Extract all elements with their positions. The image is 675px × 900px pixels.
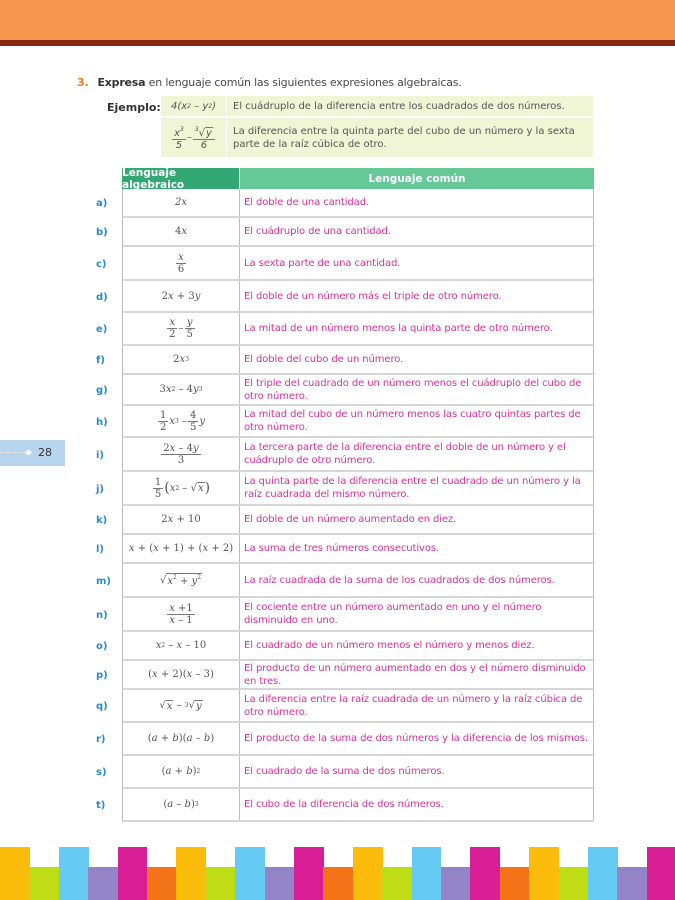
row-label: n) [96, 609, 108, 621]
table-row [96, 690, 594, 723]
common-language-text: La sexta parte de una cantidad. [244, 257, 401, 269]
example-text-1: El cuádruplo de la diferencia entre los cuadrados de dos números. [227, 96, 593, 116]
common-language-text: La quinta parte de la diferencia entre el cuadrado de un número y la raíz cuadrada del mismo número. [244, 476, 581, 500]
common-language-text: La raíz cuadrada de la suma de los cuadrados de dos números. [244, 574, 555, 586]
common-language-text: El producto de la suma de dos números y la diferencia de los mismos. [244, 733, 588, 744]
common-language-text: La tercera parte de la diferencia entre el doble de un número y el cuádruplo de otro número. [244, 442, 566, 466]
algebraic-expression: $\frac{x}{6}$ [123, 247, 240, 279]
exercise-verb: Expresa [97, 76, 146, 89]
row-label: r) [96, 734, 106, 745]
table-row [96, 661, 594, 690]
common-language-text: El cubo de la diferencia de dos números. [244, 799, 444, 810]
tall-stripe [176, 847, 206, 900]
algebraic-expression: 2 x 3 [123, 346, 240, 373]
short-stripe [617, 867, 647, 900]
row-label: b) [96, 227, 108, 238]
tall-stripe [294, 847, 324, 900]
row-label: o) [96, 641, 108, 652]
exercise-instruction [77, 76, 462, 89]
tall-stripe [118, 847, 148, 900]
row-label: p) [96, 670, 108, 681]
common-language-text: La suma de tres números consecutivos. [244, 543, 440, 554]
common-language-text: El producto de un número aumentado en dos y el número disminuido en tres. [244, 662, 586, 687]
header-common: Lenguaje común [240, 168, 594, 189]
table-row [96, 313, 594, 346]
algebraic-expression: 2x [123, 189, 240, 216]
table-row [96, 789, 594, 822]
row-label: h) [96, 416, 108, 428]
header-band [0, 0, 675, 40]
common-language-text: El triple del cuadrado de un número menos el cuádruplo del cubo de otro número. [244, 377, 582, 402]
row-label: m) [96, 575, 111, 587]
table-row [96, 438, 594, 472]
tall-stripe [470, 847, 500, 900]
row-label: t) [96, 800, 106, 811]
common-language-text: El cuadrado de un número menos el número y menos diez. [244, 640, 535, 651]
table-header [122, 168, 594, 189]
algebraic-expression: $\frac{1}{5}$ ( x 2 – √ x ) [123, 472, 240, 504]
algebraic-expression: $\frac{1}{2}$ x 3 – $\frac{4}{5}$ y [123, 406, 240, 436]
algebraic-expression: ( a + b ) 2 [123, 756, 240, 787]
algebraic-expression: 3 x 2 – 4 y 3 [123, 375, 240, 404]
algebraic-expression: $\frac{2x - 4y}{3}$ [123, 438, 240, 470]
table-row [96, 247, 594, 281]
example-expression-1: 4( x 2 – y 2 ) [161, 96, 226, 116]
short-stripe [206, 867, 236, 900]
table-row [96, 281, 594, 313]
table-row [96, 506, 594, 535]
row-label: e) [96, 324, 108, 335]
row-label: s) [96, 767, 107, 778]
common-language-text: El cuádruplo de una cantidad. [244, 226, 391, 237]
common-language-text: El cociente entre un número aumentado en uno y el número disminuido en uno. [244, 602, 542, 626]
row-label: a) [96, 198, 108, 209]
row-label: i) [96, 449, 104, 461]
short-stripe [382, 867, 412, 900]
table-row [96, 535, 594, 564]
tall-stripe [529, 847, 559, 900]
page-number-tab [0, 440, 65, 466]
page-tab-dot [26, 450, 31, 455]
table-row [96, 472, 594, 506]
algebraic-expression: √ $x^2 + y^2$ [123, 564, 240, 596]
table-row [96, 406, 594, 438]
common-language-text: La mitad de un número menos la quinta parte de otro número. [244, 323, 553, 334]
example-text-2: La diferencia entre la quinta parte del cubo de un número y la sexta parte de la raíz cúbica de otro. [227, 118, 593, 157]
example-label: Ejemplo: [107, 101, 161, 114]
common-language-text: El doble del cubo de un número. [244, 354, 404, 365]
tall-stripe [235, 847, 265, 900]
row-label: c) [96, 258, 107, 270]
row-label: l) [96, 544, 104, 555]
tall-stripe [353, 847, 383, 900]
algebraic-expression: $\frac{x}{2}$ – $\frac{y}{5}$ [123, 313, 240, 344]
algebraic-expression: $\frac{x +1}{x - 1}$ [123, 598, 240, 630]
short-stripe [265, 867, 295, 900]
table-row [96, 723, 594, 756]
row-label: k) [96, 515, 108, 526]
table-row [96, 564, 594, 598]
table-row [96, 189, 594, 218]
common-language-text: El cuadrado de la suma de dos números. [244, 766, 445, 777]
header-rule [0, 40, 675, 46]
common-language-text: La diferencia entre la raíz cuadrada de un número y la raíz cúbica de otro número. [244, 693, 583, 718]
algebraic-expression: ( x + 2)( x – 3) [123, 661, 240, 688]
table-row [96, 375, 594, 406]
row-label: f) [96, 355, 105, 366]
row-label: q) [96, 701, 108, 712]
exercise-number: 3. [77, 76, 89, 89]
common-language-text: La mitad del cubo de un número menos las cuatro quintas partes de otro número. [244, 409, 581, 433]
page-tab-dotted-line [0, 452, 27, 453]
algebraic-expression: √ x – 3 √ y [123, 690, 240, 721]
table-row [96, 218, 594, 247]
short-stripe [441, 867, 471, 900]
footer-color-stripes [0, 847, 675, 900]
short-stripe [500, 867, 530, 900]
tall-stripe [59, 847, 89, 900]
common-language-text: El doble de un número más el triple de otro número. [244, 290, 502, 302]
header-algebraic: Lenguaje algebraico [122, 168, 239, 189]
algebraic-expression: ( a – b ) 3 [123, 789, 240, 820]
algebraic-expression: 2 x + 10 [123, 506, 240, 533]
tall-stripe [647, 847, 675, 900]
table-row [96, 756, 594, 789]
algebraic-expression: 4 x [123, 218, 240, 245]
tall-stripe [412, 847, 442, 900]
short-stripe [147, 867, 177, 900]
algebraic-expression: 2 x + 3 y [123, 281, 240, 311]
common-language-text: El doble de un número aumentado en diez. [244, 514, 457, 525]
common-language-text: El doble de una cantidad. [244, 197, 370, 208]
example-expression-2: $\frac{x^3}{5}$ – $\frac{^3√y}{6}$ [161, 118, 226, 157]
tall-stripe [588, 847, 618, 900]
table-row [96, 598, 594, 632]
algebraic-expression: x 2 – x – 10 [123, 632, 240, 659]
short-stripe [88, 867, 118, 900]
exercise-instruction-text: en lenguaje común las siguientes expresiones algebraicas. [145, 76, 462, 89]
page-number: 28 [38, 446, 52, 459]
short-stripe [323, 867, 353, 900]
algebraic-expression: x + ( x + 1) + ( x + 2) [123, 535, 240, 562]
tall-stripe [0, 847, 30, 900]
row-label: j) [96, 483, 104, 495]
short-stripe [559, 867, 589, 900]
algebraic-expression: ( a + b )( a – b ) [123, 723, 240, 754]
short-stripe [29, 867, 59, 900]
row-label: d) [96, 291, 108, 303]
table-row [96, 346, 594, 375]
table-row [96, 632, 594, 661]
row-label: g) [96, 385, 108, 396]
